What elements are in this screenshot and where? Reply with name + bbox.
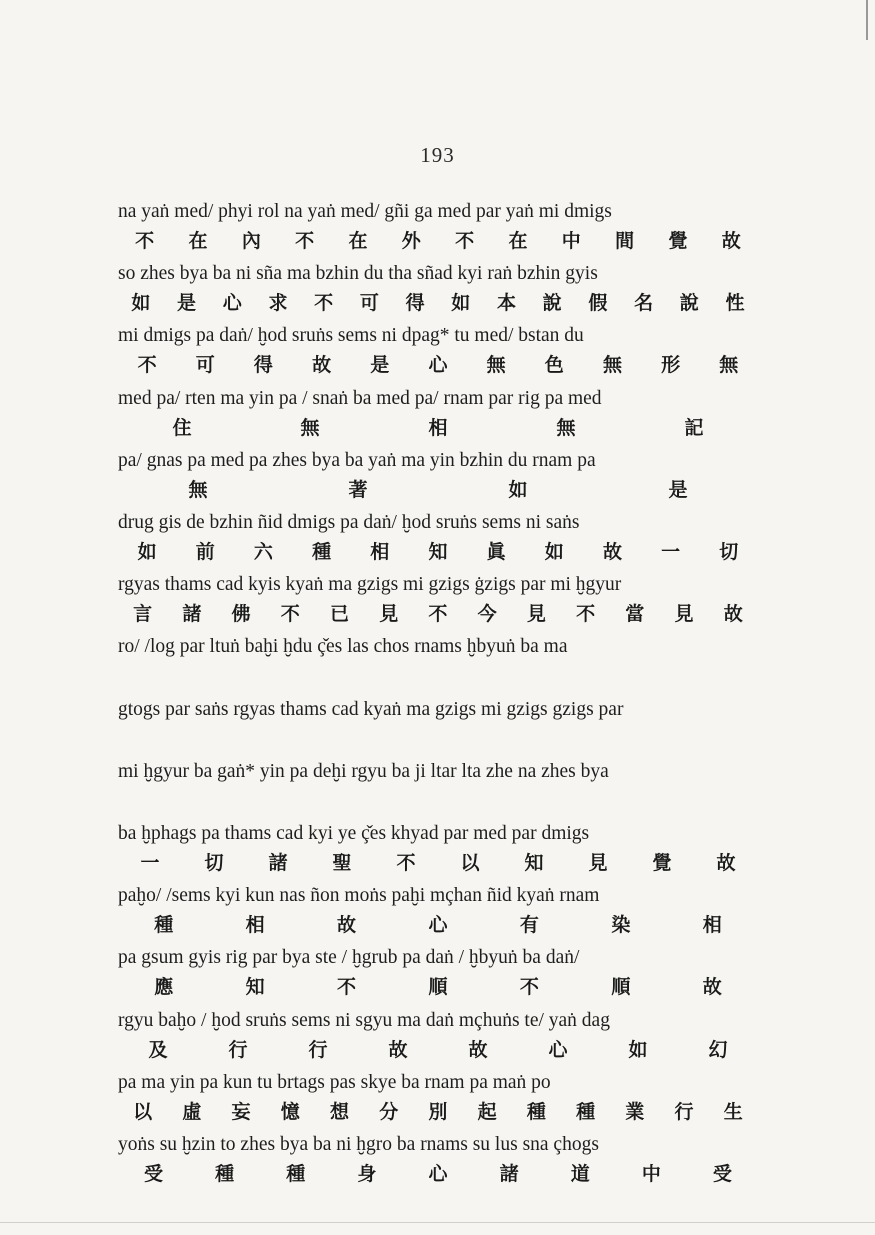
chinese-character: 言 [133, 603, 153, 626]
chinese-character: 故 [602, 541, 622, 563]
chinese-gloss-line [118, 477, 758, 503]
chinese-character: 不 [137, 354, 157, 377]
chinese-character: 一 [140, 852, 160, 874]
chinese-character: 無 [602, 354, 622, 377]
chinese-character: 性 [725, 292, 745, 315]
chinese-character: 故 [388, 1038, 408, 1061]
chinese-character: 本 [496, 292, 516, 315]
chinese-character: 染 [611, 914, 631, 937]
chinese-character: 名 [634, 292, 654, 315]
chinese-character: 中 [561, 230, 581, 252]
chinese-character: 可 [195, 354, 215, 377]
chinese-character: 當 [625, 603, 645, 626]
chinese-character: 已 [329, 603, 349, 626]
chinese-character: 心 [548, 1038, 568, 1061]
chinese-character: 眞 [486, 541, 506, 563]
chinese-gloss-line [118, 1037, 758, 1063]
chinese-character: 見 [674, 603, 694, 626]
chinese-character: 切 [204, 852, 224, 874]
chinese-character: 前 [195, 541, 215, 563]
chinese-character: 故 [716, 852, 736, 874]
chinese-character: 受 [712, 1163, 732, 1185]
chinese-character: 如 [508, 478, 528, 501]
chinese-character: 中 [641, 1163, 661, 1185]
chinese-character: 是 [668, 478, 688, 501]
chinese-character: 聖 [332, 852, 352, 874]
tibetan-line: pa/ gnas pa med pa zhes bya ba yaṅ ma yin bzhin du rnam pa [118, 449, 596, 471]
chinese-character: 見 [379, 603, 399, 626]
chinese-character: 外 [401, 230, 421, 252]
page-number: 193 [420, 143, 455, 167]
chinese-character: 心 [222, 292, 242, 315]
chinese-character: 以 [133, 1100, 153, 1123]
chinese-character: 佛 [231, 603, 251, 626]
chinese-character: 故 [312, 354, 332, 377]
tibetan-line: gtogs par saṅs rgyas thams cad kyaṅ ma gzigs mi gzigs gzigs par [118, 698, 624, 720]
chinese-character: 虛 [182, 1100, 202, 1123]
chinese-character: 不 [455, 230, 475, 252]
chinese-character: 可 [359, 292, 379, 315]
chinese-character: 心 [428, 1163, 448, 1185]
chinese-gloss-line [118, 352, 758, 378]
chinese-character: 如 [544, 541, 564, 563]
chinese-character: 如 [137, 541, 157, 563]
tibetan-line: mi ḫgyur ba gaṅ* yin pa deḫi rgyu ba ji ltar lta zhe na zhes bya [118, 760, 609, 782]
chinese-character: 身 [357, 1163, 377, 1185]
tibetan-line: mi dmigs pa daṅ/ ḫod sruṅs sems ni dpag* tu med/ bstan du [118, 325, 584, 347]
chinese-character: 起 [477, 1100, 497, 1123]
tibetan-line: paḫo/ /sems kyi kun nas ñon moṅs paḫi mçhan ñid kyaṅ rnam [118, 885, 600, 907]
chinese-character: 不 [314, 292, 334, 315]
chinese-character: 順 [611, 976, 631, 999]
chinese-character: 無 [486, 354, 506, 377]
chinese-character: 無 [719, 354, 739, 377]
chinese-character: 不 [576, 603, 596, 626]
chinese-character: 想 [329, 1100, 349, 1123]
chinese-character: 覺 [652, 852, 672, 874]
chinese-character: 行 [228, 1038, 248, 1061]
chinese-character: 及 [148, 1038, 168, 1061]
chinese-character: 業 [625, 1100, 645, 1123]
chinese-character: 不 [428, 603, 448, 626]
chinese-gloss-line [118, 1099, 758, 1125]
chinese-character: 種 [286, 1163, 306, 1185]
tibetan-line: yoṅs su ḫzin to zhes bya ba ni ḫgro ba rnams su lus sna çhogs [118, 1134, 599, 1155]
chinese-character: 有 [519, 914, 539, 937]
chinese-character: 知 [245, 976, 265, 999]
chinese-character: 憶 [280, 1100, 300, 1123]
chinese-character: 不 [135, 230, 155, 252]
chinese-character: 故 [723, 603, 743, 626]
chinese-character: 見 [526, 603, 546, 626]
chinese-character: 著 [348, 478, 368, 501]
chinese-character: 道 [570, 1163, 590, 1185]
tibetan-line: med pa/ rten ma yin pa / snaṅ ba med pa/ rnam par rig pa med [118, 387, 602, 409]
chinese-character: 如 [628, 1038, 648, 1061]
chinese-character: 諸 [268, 852, 288, 874]
chinese-character: 如 [451, 292, 471, 315]
chinese-character: 形 [661, 354, 681, 377]
tibetan-line: pa gsum gyis rig par bya ste / ḫgrub pa daṅ / ḫbyuṅ ba daṅ/ [118, 947, 580, 969]
chinese-character: 切 [719, 541, 739, 563]
tibetan-line: so zhes bya ba ni sña ma bzhin du tha sñad kyi raṅ bzhin gyis [118, 263, 598, 285]
chinese-character: 在 [348, 230, 368, 252]
chinese-character: 心 [428, 914, 448, 937]
tibetan-line: drug gis de bzhin ñid dmigs pa daṅ/ ḫod sruṅs sems ni saṅs [118, 512, 580, 533]
chinese-gloss-line [118, 290, 758, 316]
chinese-character: 間 [615, 230, 635, 252]
chinese-character: 記 [684, 416, 704, 439]
page-bottom-edge [0, 1222, 875, 1223]
tibetan-line: ba ḫphags pa thams cad kyi ye ç̌es khyad par med par dmigs [118, 823, 590, 844]
chinese-character: 不 [280, 603, 300, 626]
chinese-character: 諸 [182, 603, 202, 626]
chinese-character: 知 [524, 852, 544, 874]
chinese-character: 故 [702, 976, 722, 999]
chinese-character: 故 [337, 914, 357, 937]
chinese-character: 別 [428, 1100, 448, 1123]
chinese-character: 今 [477, 603, 497, 626]
chinese-character: 幻 [708, 1038, 728, 1061]
chinese-gloss-line [118, 539, 758, 565]
chinese-character: 說 [679, 292, 699, 315]
chinese-character: 種 [312, 541, 332, 563]
tibetan-line: rgyas thams cad kyis kyaṅ ma gzigs mi gzigs ġzigs par mi ḫgyur [118, 574, 622, 596]
chinese-character: 不 [519, 976, 539, 999]
chinese-character: 相 [702, 914, 722, 937]
page-edge-mark [866, 0, 868, 40]
chinese-character: 妄 [231, 1100, 251, 1123]
chinese-character: 求 [268, 292, 288, 315]
chinese-character: 應 [154, 976, 174, 999]
tibetan-line: na yaṅ med/ phyi rol na yaṅ med/ gñi ga med par yaṅ mi dmigs [118, 201, 612, 222]
chinese-character: 得 [253, 354, 273, 377]
tibetan-line: rgyu baḫo / ḫod sruṅs sems ni sgyu ma daṅ mçhuṅs te/ yaṅ dag [118, 1009, 610, 1031]
chinese-character: 相 [245, 914, 265, 937]
chinese-character: 故 [721, 230, 741, 252]
chinese-character: 覺 [668, 230, 688, 252]
chinese-character: 是 [177, 292, 197, 315]
chinese-character: 諸 [499, 1163, 519, 1185]
chinese-gloss-line [118, 601, 758, 627]
chinese-character: 心 [428, 354, 448, 377]
chinese-gloss-line [118, 974, 758, 1000]
chinese-character: 種 [215, 1163, 235, 1185]
chinese-character: 住 [172, 416, 192, 439]
chinese-character: 在 [188, 230, 208, 252]
chinese-character: 種 [576, 1100, 596, 1123]
chinese-character: 知 [428, 541, 448, 563]
chinese-character: 說 [542, 292, 562, 315]
chinese-character: 無 [556, 416, 576, 439]
chinese-character: 種 [154, 914, 174, 937]
chinese-character: 相 [428, 416, 448, 439]
chinese-character: 行 [674, 1100, 694, 1123]
chinese-character: 無 [188, 478, 208, 501]
chinese-gloss-line [118, 228, 758, 254]
chinese-character: 在 [508, 230, 528, 252]
chinese-gloss-line [118, 1161, 758, 1187]
chinese-character: 不 [337, 976, 357, 999]
chinese-character: 行 [308, 1038, 328, 1061]
tibetan-line: pa ma yin pa kun tu brtags pas skye ba rnam pa maṅ po [118, 1071, 551, 1093]
chinese-character: 假 [588, 292, 608, 315]
chinese-character: 得 [405, 292, 425, 315]
chinese-character: 生 [723, 1100, 743, 1123]
chinese-character: 受 [144, 1163, 164, 1185]
chinese-character: 如 [131, 292, 151, 315]
chinese-gloss-line [118, 912, 758, 938]
chinese-character: 一 [661, 541, 681, 563]
chinese-character: 無 [300, 416, 320, 439]
chinese-character: 種 [526, 1100, 546, 1123]
chinese-character: 色 [544, 354, 564, 377]
chinese-character: 以 [460, 852, 480, 874]
chinese-character: 不 [396, 852, 416, 874]
tibetan-line: ro/ /log par ltuṅ baḫi ḫdu ç̌es las chos rnams ḫbyuṅ ba ma [118, 636, 568, 658]
chinese-character: 不 [295, 230, 315, 252]
chinese-character: 順 [428, 976, 448, 999]
chinese-character: 分 [379, 1100, 399, 1123]
chinese-character: 內 [241, 230, 261, 252]
chinese-gloss-line [118, 415, 758, 441]
chinese-character: 見 [588, 852, 608, 874]
chinese-character: 六 [253, 541, 273, 563]
chinese-character: 相 [370, 541, 390, 563]
chinese-character: 是 [370, 354, 390, 377]
chinese-gloss-line [118, 850, 758, 876]
chinese-character: 故 [468, 1038, 488, 1061]
